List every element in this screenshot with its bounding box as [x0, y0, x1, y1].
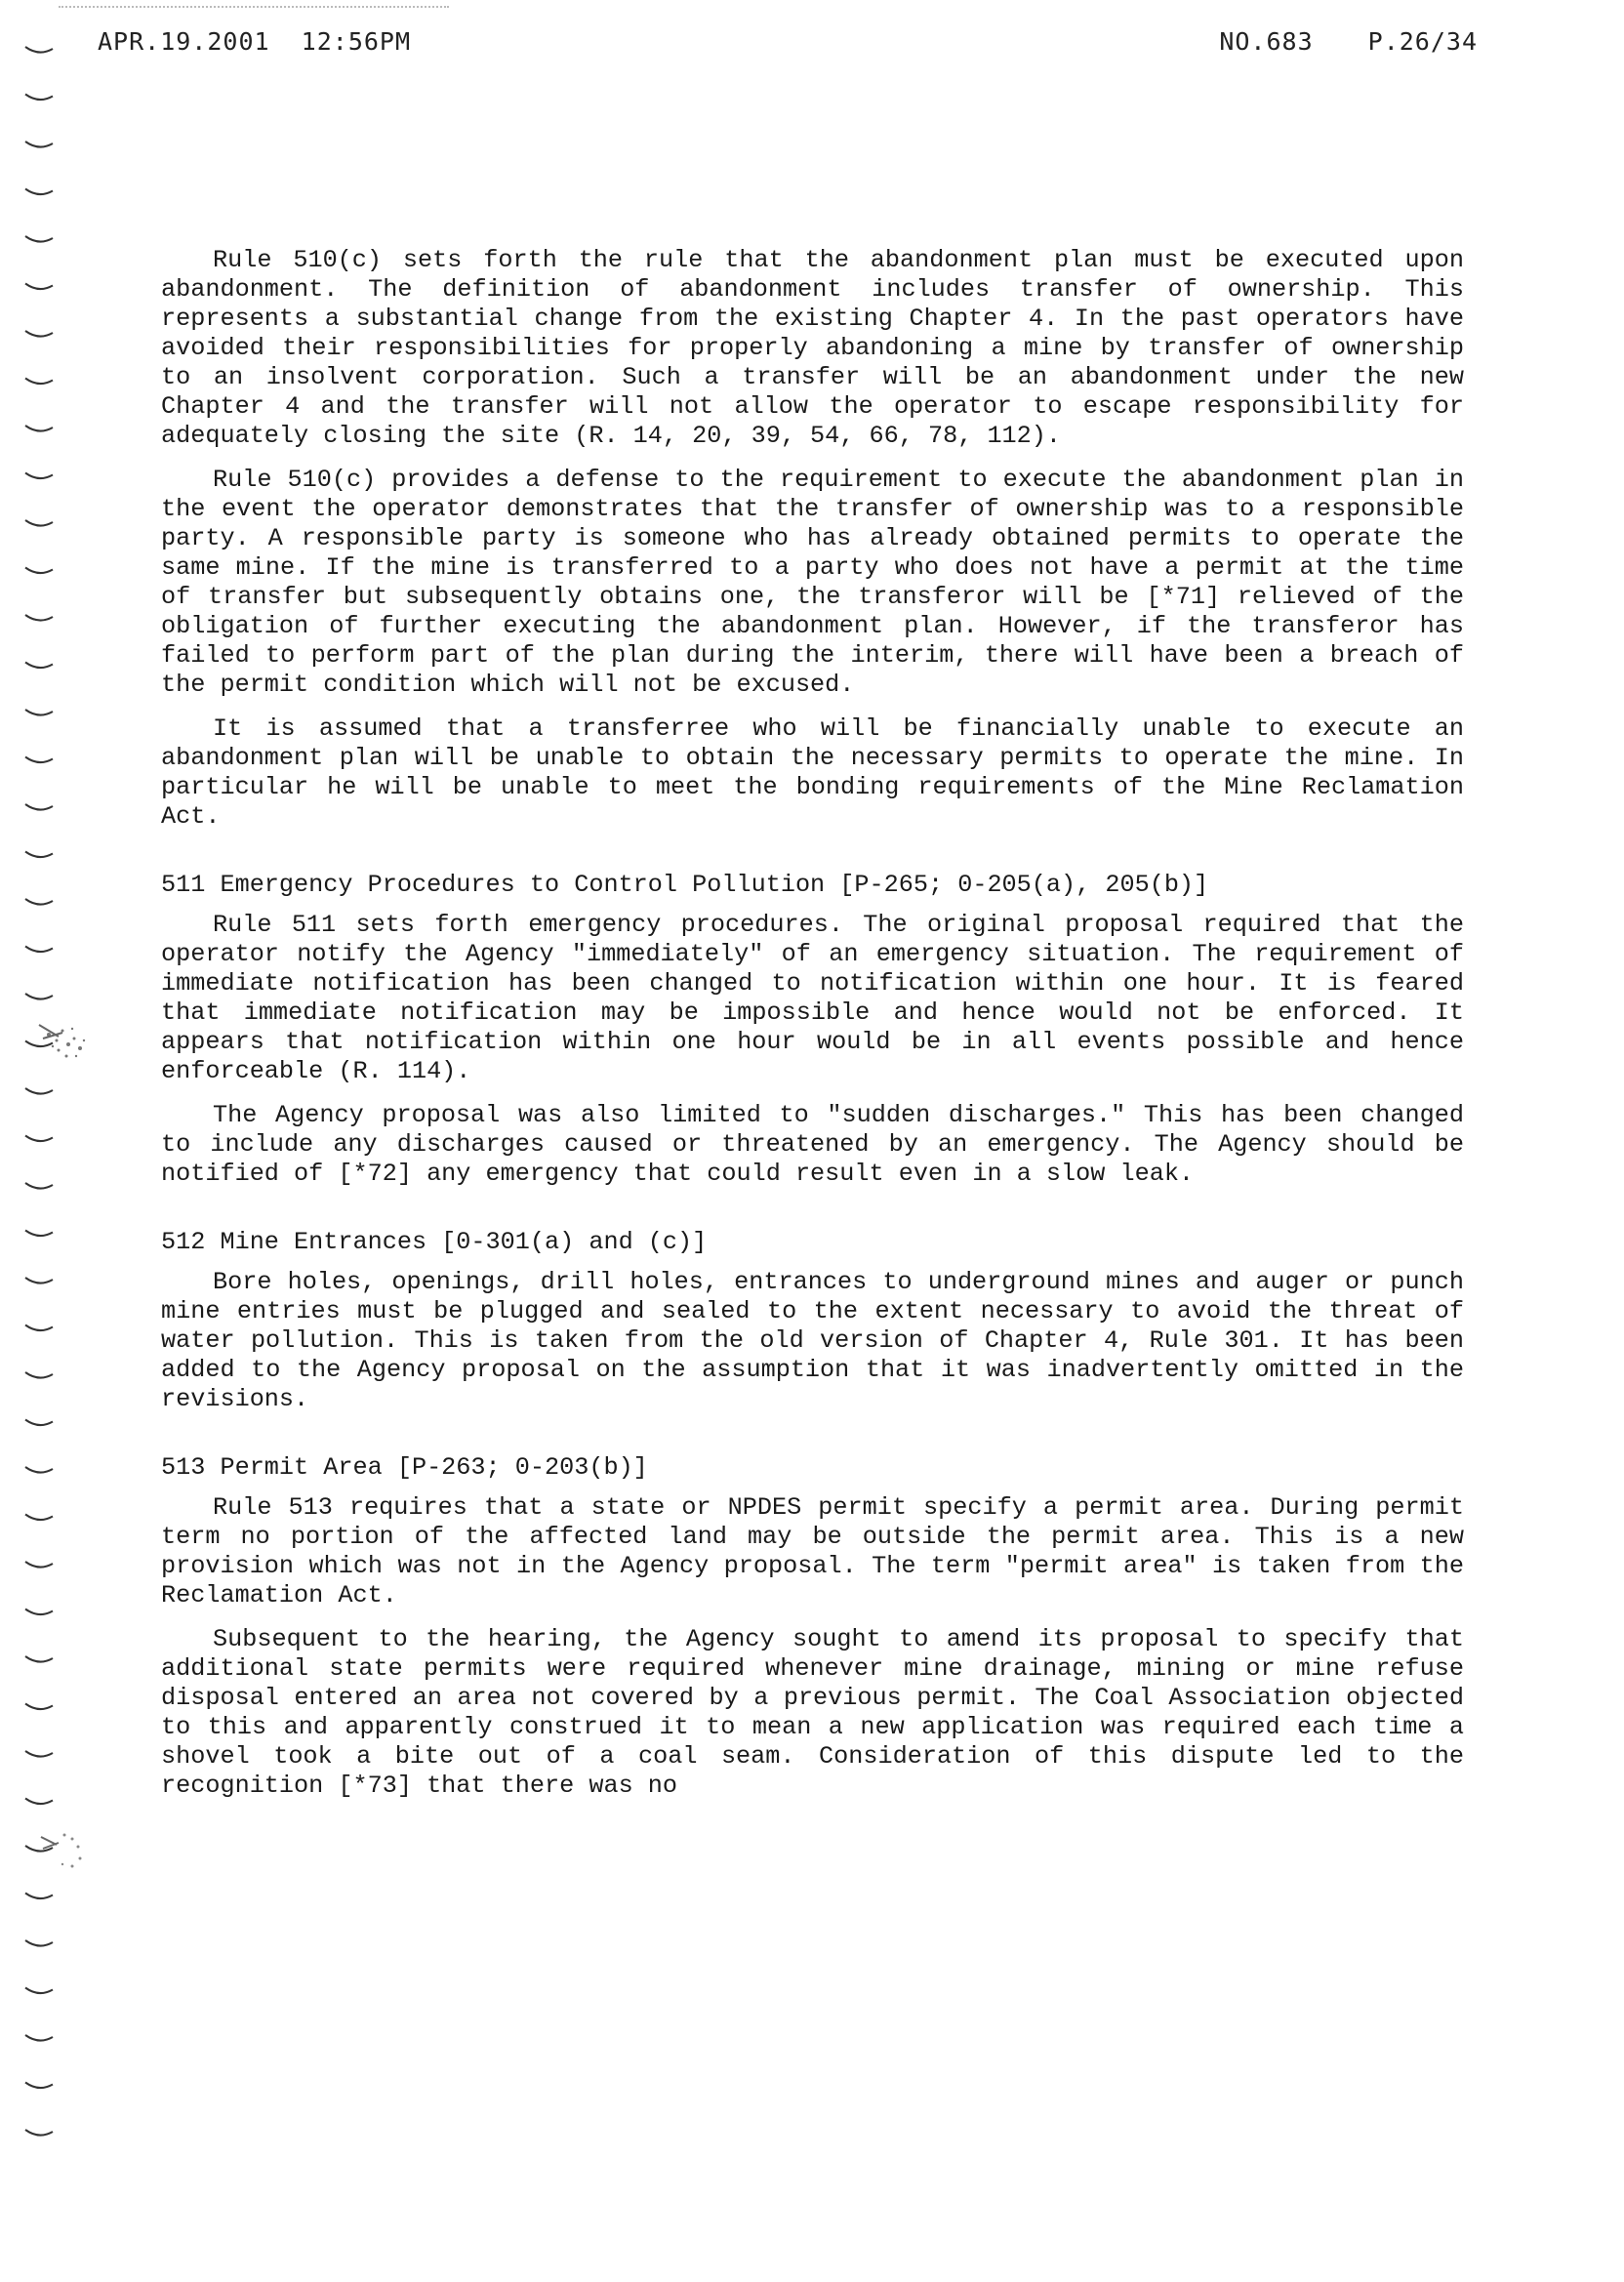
paragraph-mine-entrances: Bore holes, openings, drill holes, entrances to underground mines and auger or punch mine entries must be plugged and sealed to the extent necessary to avoid the threat of water pollution. This is taken from the old version of Chapter 4, Rule 301. It has been added to the Agency proposal on the assumption that it was inadvertently omitted in the revisions. [161, 1268, 1464, 1413]
binding-mark [25, 1183, 53, 1189]
binding-mark [25, 2083, 53, 2089]
section-heading-512: 512 Mine Entrances [0-301(a) and (c)] [161, 1228, 708, 1256]
binding-mark [25, 1278, 53, 1284]
paragraph-sudden-discharges: The Agency proposal was also limited to "sudden discharges." This has been changed to include any discharges caused or threatened by an emergency. The Agency should be notified of [*72] any emergency that could result even in a slow leak. [161, 1101, 1464, 1188]
scan-smudge-2 [29, 1815, 107, 1894]
binding-mark [25, 1894, 53, 1899]
paragraph-transferree: It is assumed that a transferree who will be financially unable to execute an abandonment plan will be unable to obtain the necessary permits to operate the mine. In particular he will be unable to meet the bonding requirements of the Mine Reclamation Act. [161, 714, 1464, 831]
binding-mark [25, 1515, 53, 1521]
binding-mark [25, 947, 53, 953]
binding-mark [25, 899, 53, 905]
binding-mark [25, 236, 53, 242]
binding-mark [25, 1988, 53, 1994]
paragraph-rule-510c-defense: Rule 510(c) provides a defense to the requirement to execute the abandonment plan in the event the operator demonstrates that the transfer of ownership was to a responsible party. A responsible party is someone who has already obtained permits to operate the same mine. If the mine is transferred to a party who does not have a permit at the time of transfer but subsequently obtains one, the transferor will be [*71] relieved of the obligation of further executing the abandonment plan. However, if the transferor has failed to perform part of the plan during the interim, there will have been a breach of the permit condition which will not be excused. [161, 466, 1464, 699]
binding-mark [25, 1562, 53, 1568]
binding-mark [25, 1940, 53, 1946]
binding-mark [25, 1799, 53, 1805]
binding-mark [25, 379, 53, 385]
paragraph-rule-511-notification: Rule 511 sets forth emergency procedures. The original proposal required that the operator notify the Agency "immediately" of an emergency situation. The requirement of immediate notification has been changed to notification within one hour. It is feared that immediate notification may be impossible and hence would not be enforced. It appears that notification within one hour would be in all events possible and hence enforceable (R. 114). [161, 911, 1464, 1085]
binding-mark [25, 568, 53, 574]
binding-mark [25, 47, 53, 53]
scan-edge-rule [59, 6, 449, 8]
binding-mark [25, 1467, 53, 1473]
fax-page-info [1164, 27, 1478, 56]
fax-page-number: P.26/34 [1367, 27, 1478, 56]
binding-mark [25, 757, 53, 763]
binding-mark [25, 426, 53, 431]
binding-mark [25, 95, 53, 101]
binding-mark [25, 1420, 53, 1426]
binding-mark [25, 663, 53, 669]
binding-mark [25, 804, 53, 810]
fax-number: NO.683 [1219, 27, 1314, 56]
binding-mark [25, 142, 53, 147]
paragraph-permit-area: Rule 513 requires that a state or NPDES permit specify a permit area. During permit term no portion of the affected land may be outside the permit area. This is a new provision which was not in the Agency proposal. The term "permit area" is taken from the Reclamation Act. [161, 1493, 1464, 1610]
binding-mark [25, 1231, 53, 1237]
binding-mark [25, 284, 53, 290]
binding-mark [25, 710, 53, 715]
binding-mark [25, 1088, 53, 1094]
binding-mark [25, 1610, 53, 1615]
binding-mark [25, 1325, 53, 1331]
document-body [161, 246, 1464, 1815]
fax-datetime: APR.19.2001 12:56PM [98, 27, 412, 56]
binding-mark [25, 520, 53, 526]
binding-mark [25, 852, 53, 858]
binding-mark [25, 1136, 53, 1142]
fax-header [98, 27, 1478, 66]
binding-mark [25, 1704, 53, 1710]
binding-mark [25, 1372, 53, 1378]
binding-mark [25, 473, 53, 479]
binding-mark [25, 331, 53, 337]
section-heading-513: 513 Permit Area [P-263; 0-203(b)] [161, 1453, 648, 1482]
binding-mark [25, 994, 53, 999]
binding-mark [25, 1751, 53, 1757]
section-heading-511: 511 Emergency Procedures to Control Pollution [P-265; 0-205(a), 205(b)] [161, 871, 1209, 899]
paragraph-rule-510c-abandonment: Rule 510(c) sets forth the rule that the abandonment plan must be executed upon abandonment. The definition of abandonment includes transfer of ownership. This represents a substantial change from the existing Chapter 4. In the past operators have avoided their responsibilities for properly abandoning a mine by transfer of ownership to an insolvent corporation. Such a transfer will be an abandonment under the new Chapter 4 and the transfer will not allow the operator to escape responsibility for adequately closing the site (R. 14, 20, 39, 54, 66, 78, 112). [161, 246, 1464, 450]
binding-mark [25, 2035, 53, 2041]
binding-mark [25, 615, 53, 621]
paragraph-subsequent-hearing: Subsequent to the hearing, the Agency sought to amend its proposal to specify that additional state permits were required whenever mine drainage, mining or mine refuse disposal entered an area not covered by a previous permit. The Coal Association objected to this and apparently construed it to mean a new application was required each time a shovel took a bite out of a coal seam. Consideration of this dispute led to the recognition [*73] that there was no [161, 1625, 1464, 1800]
binding-mark [25, 1656, 53, 1662]
scan-smudge [29, 1005, 107, 1083]
binding-mark [25, 189, 53, 195]
binding-mark [25, 2130, 53, 2136]
